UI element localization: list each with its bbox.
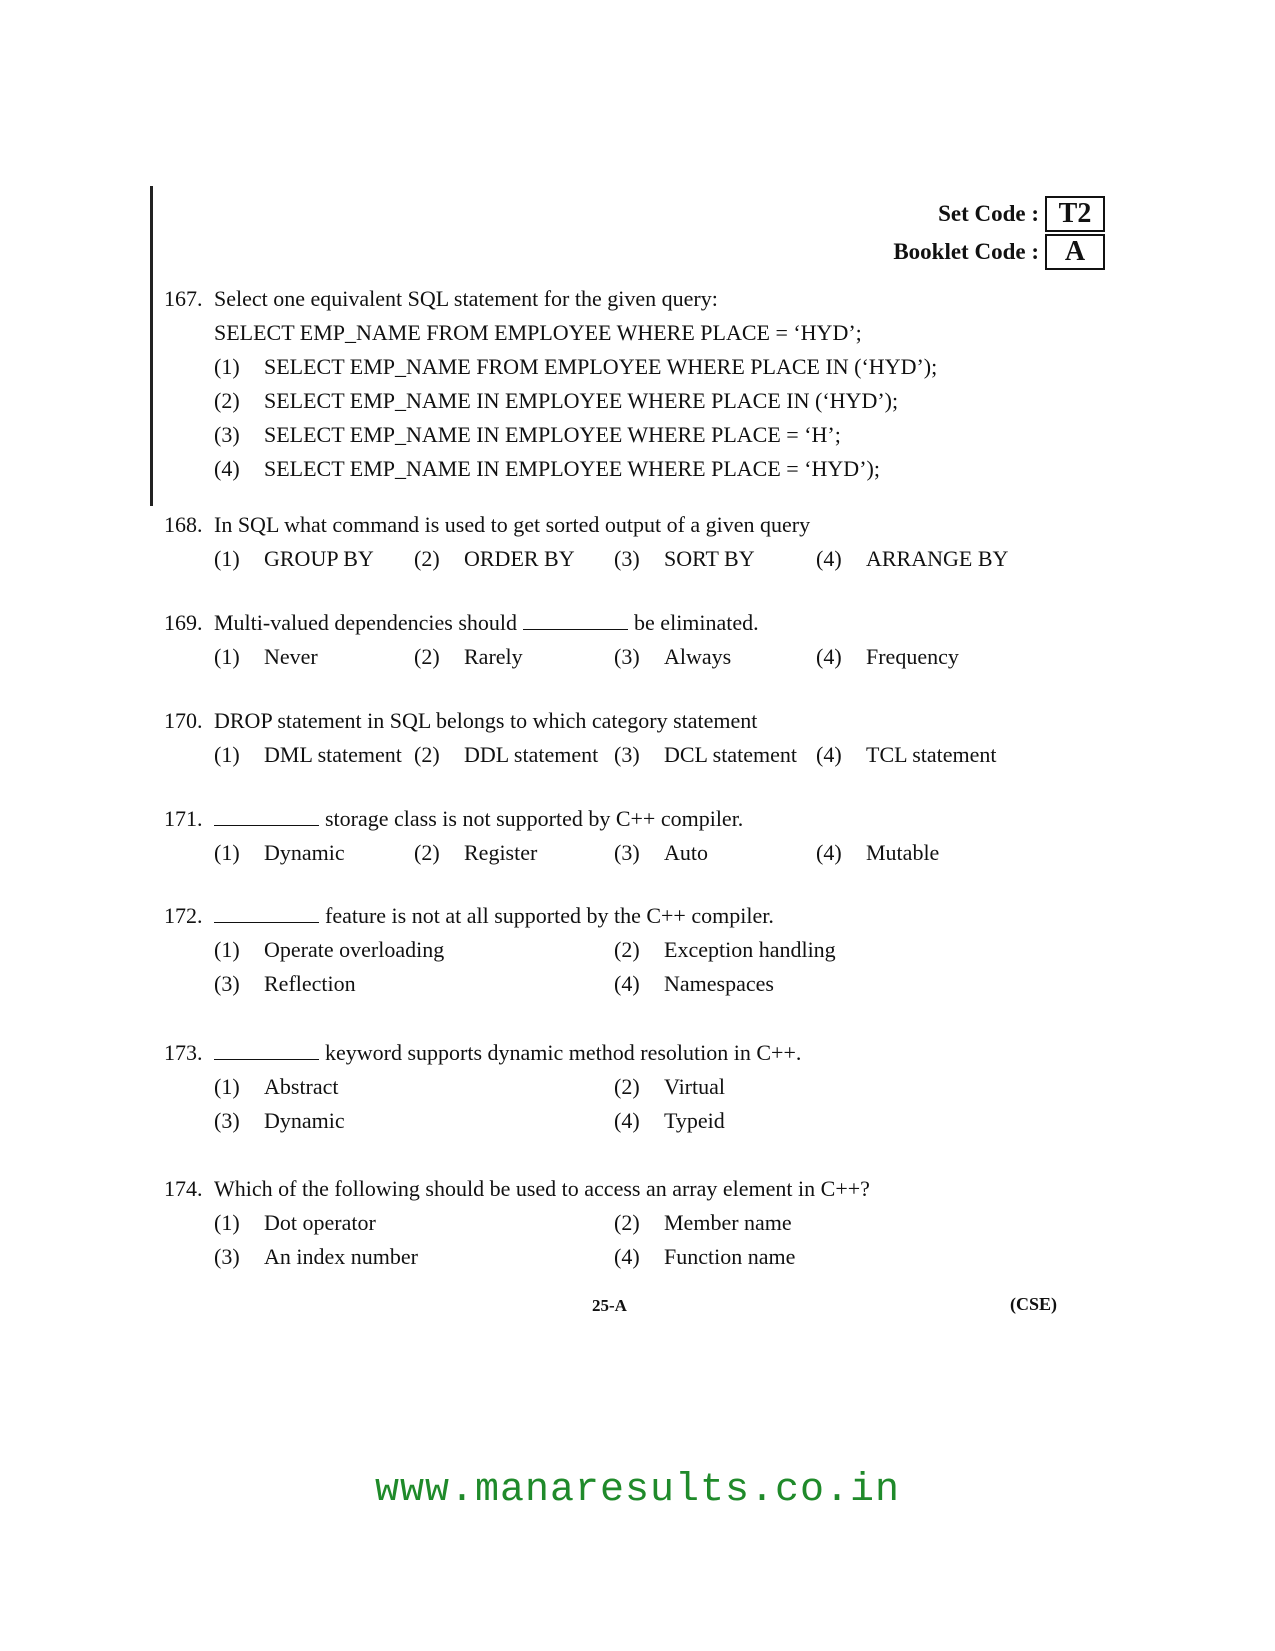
answer-blank bbox=[214, 1041, 319, 1060]
question-stem: In SQL what command is used to get sorted output of a given query bbox=[214, 512, 811, 537]
question-174 bbox=[164, 1172, 1124, 1274]
question-number: 167. bbox=[164, 286, 203, 311]
question-167 bbox=[164, 282, 1124, 486]
option-3[interactable]: (3) Dynamic bbox=[214, 1108, 345, 1133]
given-query: SELECT EMP_NAME FROM EMPLOYEE WHERE PLACE = ‘HYD’; bbox=[214, 320, 862, 345]
margin-rule bbox=[150, 186, 153, 506]
options bbox=[164, 542, 1124, 576]
option-4[interactable]: (4) SELECT EMP_NAME IN EMPLOYEE WHERE PLACE = ‘HYD’); bbox=[214, 456, 880, 481]
option-3[interactable]: (3) Auto bbox=[614, 840, 708, 865]
question-number: 170. bbox=[164, 708, 203, 733]
question-171 bbox=[164, 802, 1124, 870]
option-3[interactable]: (3) SELECT EMP_NAME IN EMPLOYEE WHERE PLACE = ‘H’; bbox=[214, 422, 841, 447]
option-2[interactable]: (2) Register bbox=[414, 840, 538, 865]
question-stem: DROP statement in SQL belongs to which category statement bbox=[214, 708, 758, 733]
option-4[interactable]: (4) TCL statement bbox=[816, 742, 997, 767]
option-1[interactable]: (1) DML statement bbox=[214, 742, 402, 767]
option-2[interactable]: (2) Virtual bbox=[614, 1074, 725, 1099]
set-code-label: Set Code : bbox=[938, 201, 1039, 226]
option-4[interactable]: (4) Function name bbox=[614, 1244, 796, 1269]
question-number: 172. bbox=[164, 903, 203, 928]
option-1[interactable]: (1) Never bbox=[214, 644, 318, 669]
option-1[interactable]: (1) Dot operator bbox=[214, 1210, 376, 1235]
option-4[interactable]: (4) Typeid bbox=[614, 1108, 725, 1133]
exam-codes bbox=[893, 195, 1105, 271]
option-3[interactable]: (3) Reflection bbox=[214, 971, 356, 996]
option-2[interactable]: (2) Member name bbox=[614, 1210, 792, 1235]
question-number: 171. bbox=[164, 806, 203, 831]
options bbox=[164, 933, 1124, 1001]
question-number: 174. bbox=[164, 1176, 203, 1201]
question-169 bbox=[164, 606, 1124, 674]
option-1[interactable]: (1) SELECT EMP_NAME FROM EMPLOYEE WHERE PLACE IN (‘HYD’); bbox=[214, 354, 938, 379]
question-number: 173. bbox=[164, 1040, 203, 1065]
question-number: 169. bbox=[164, 610, 203, 635]
option-1[interactable]: (1) Dynamic bbox=[214, 840, 345, 865]
option-3[interactable]: (3) SORT BY bbox=[614, 546, 755, 571]
options bbox=[164, 640, 1124, 674]
question-stem: storage class is not supported by C++ compiler. bbox=[214, 802, 1124, 836]
website-watermark[interactable]: www.manaresults.co.in bbox=[374, 1468, 901, 1513]
subject-code: (CSE) bbox=[1009, 1294, 1057, 1314]
option-4[interactable]: (4) Namespaces bbox=[614, 971, 774, 996]
option-1[interactable]: (1) GROUP BY bbox=[214, 546, 374, 571]
booklet-code-row bbox=[893, 233, 1105, 271]
options bbox=[164, 836, 1124, 870]
option-4[interactable]: (4) Mutable bbox=[816, 840, 940, 865]
question-stem: Which of the following should be used to access an array element in C++? bbox=[214, 1176, 870, 1201]
page-number: 25-A bbox=[592, 1296, 627, 1315]
question-stem: Select one equivalent SQL statement for the given query: bbox=[214, 286, 718, 311]
option-2[interactable]: (2) Rarely bbox=[414, 644, 523, 669]
booklet-code-label: Booklet Code : bbox=[893, 239, 1039, 264]
option-2[interactable]: (2) Exception handling bbox=[614, 937, 836, 962]
option-3[interactable]: (3) Always bbox=[614, 644, 732, 669]
answer-blank bbox=[214, 904, 319, 923]
option-2[interactable]: (2) SELECT EMP_NAME IN EMPLOYEE WHERE PLACE IN (‘HYD’); bbox=[214, 388, 899, 413]
option-1[interactable]: (1) Abstract bbox=[214, 1074, 339, 1099]
options bbox=[164, 1206, 1124, 1274]
options bbox=[164, 350, 1124, 486]
option-3[interactable]: (3) An index number bbox=[214, 1244, 418, 1269]
options bbox=[164, 1070, 1124, 1138]
booklet-code-box: A bbox=[1045, 234, 1105, 270]
answer-blank bbox=[214, 807, 319, 826]
question-173 bbox=[164, 1036, 1124, 1138]
answer-blank bbox=[523, 611, 628, 630]
option-1[interactable]: (1) Operate overloading bbox=[214, 937, 445, 962]
question-stem: Multi-valued dependencies should be eliminated. bbox=[214, 610, 759, 635]
option-4[interactable]: (4) ARRANGE BY bbox=[816, 546, 1009, 571]
question-170 bbox=[164, 704, 1124, 772]
option-2[interactable]: (2) DDL statement bbox=[414, 742, 599, 767]
question-number: 168. bbox=[164, 512, 203, 537]
question-stem: keyword supports dynamic method resolution in C++. bbox=[214, 1036, 1124, 1070]
question-stem: feature is not at all supported by the C++ compiler. bbox=[214, 899, 1124, 933]
set-code-row bbox=[893, 195, 1105, 233]
question-168 bbox=[164, 508, 1124, 576]
options bbox=[164, 738, 1124, 772]
question-172 bbox=[164, 899, 1124, 1001]
set-code-box: T2 bbox=[1045, 196, 1105, 232]
option-4[interactable]: (4) Frequency bbox=[816, 644, 959, 669]
option-3[interactable]: (3) DCL statement bbox=[614, 742, 797, 767]
option-2[interactable]: (2) ORDER BY bbox=[414, 546, 575, 571]
